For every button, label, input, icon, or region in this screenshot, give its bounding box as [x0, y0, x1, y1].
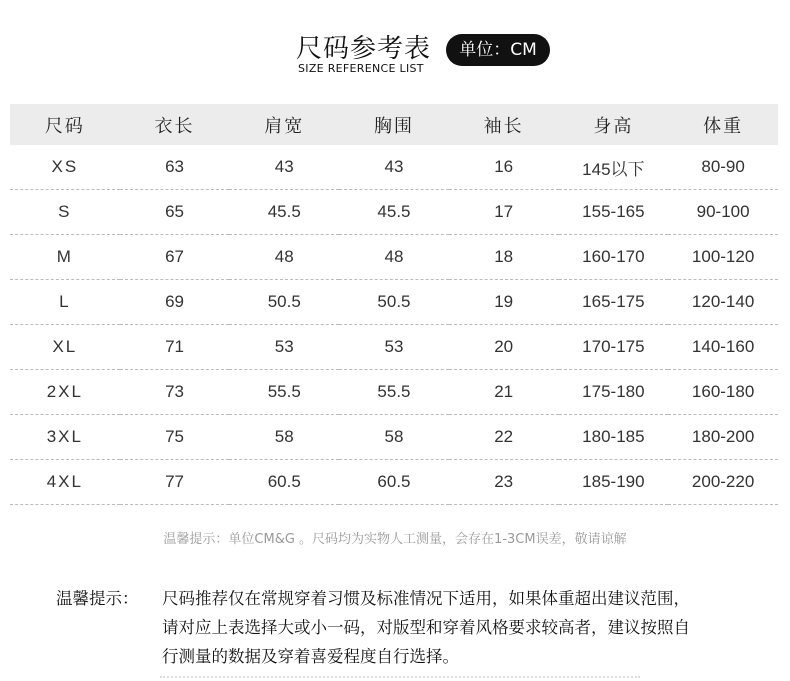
table-row — [10, 145, 778, 190]
table-cell: 48 — [339, 235, 449, 280]
table-cell: 140-160 — [668, 325, 778, 370]
column-header-weight: 体重 — [668, 104, 778, 145]
table-row — [10, 325, 778, 370]
table-cell: 58 — [339, 415, 449, 460]
table-cell: M — [10, 235, 120, 280]
table-cell: 77 — [120, 460, 230, 505]
table-cell: 3XL — [10, 415, 120, 460]
table-cell: 23 — [449, 460, 559, 505]
table-cell: 21 — [449, 370, 559, 415]
table-cell: 63 — [120, 145, 230, 190]
table-cell: 75 — [120, 415, 230, 460]
page-subtitle: SIZE REFERENCE LIST — [298, 62, 424, 75]
table-cell: XL — [10, 325, 120, 370]
table-cell: 175-180 — [559, 370, 669, 415]
table-row — [10, 370, 778, 415]
table-cell: 53 — [229, 325, 339, 370]
header — [0, 22, 790, 82]
table-cell: 160-170 — [559, 235, 669, 280]
table-cell: XS — [10, 145, 120, 190]
table-row — [10, 190, 778, 235]
table-cell: 50.5 — [229, 280, 339, 325]
table-cell: 170-175 — [559, 325, 669, 370]
table-cell: 55.5 — [229, 370, 339, 415]
table-cell: 58 — [229, 415, 339, 460]
table-cell: 200-220 — [668, 460, 778, 505]
table-cell: 45.5 — [229, 190, 339, 235]
table-cell: 155-165 — [559, 190, 669, 235]
measurement-note: 温馨提示：单位CM&G 。尺码均为实物人工测量，会存在1-3CM误差，敬请谅解 — [163, 532, 627, 547]
table-cell: 145以下 — [559, 145, 669, 190]
table-cell: 90-100 — [668, 190, 778, 235]
table-cell: 69 — [120, 280, 230, 325]
table-cell: 17 — [449, 190, 559, 235]
unit-badge: 单位：CM — [446, 34, 550, 66]
table-cell: 73 — [120, 370, 230, 415]
table-cell: L — [10, 280, 120, 325]
table-cell: 60.5 — [339, 460, 449, 505]
table-cell: 80-90 — [668, 145, 778, 190]
table-cell: 43 — [339, 145, 449, 190]
table-cell: 45.5 — [339, 190, 449, 235]
table-header-row — [10, 104, 778, 145]
table-row — [10, 235, 778, 280]
table-row — [10, 415, 778, 460]
column-header-size: 尺码 — [10, 104, 120, 145]
table-cell: 48 — [229, 235, 339, 280]
table-cell: 2XL — [10, 370, 120, 415]
column-header-shoulder: 肩宽 — [229, 104, 339, 145]
table-cell: 160-180 — [668, 370, 778, 415]
table-cell: 55.5 — [339, 370, 449, 415]
table-cell: 19 — [449, 280, 559, 325]
table-cell: 4XL — [10, 460, 120, 505]
table-cell: 180-200 — [668, 415, 778, 460]
table-cell: 43 — [229, 145, 339, 190]
table-cell: 67 — [120, 235, 230, 280]
table-cell: 185-190 — [559, 460, 669, 505]
table-cell: S — [10, 190, 120, 235]
table-cell: 71 — [120, 325, 230, 370]
table-row — [10, 280, 778, 325]
cut-off-divider — [160, 676, 640, 681]
table-cell: 165-175 — [559, 280, 669, 325]
table-cell: 65 — [120, 190, 230, 235]
tip-text: 尺码推荐仅在常规穿着习惯及标准情况下适用，如果体重超出建议范围，请对应上表选择大或小一码，对版型和穿着风格要求较高者，建议按照自行测量的数据及穿着喜爱程度自行选择。 — [162, 589, 690, 666]
table-row — [10, 460, 778, 505]
table-cell: 18 — [449, 235, 559, 280]
table-cell: 53 — [339, 325, 449, 370]
table-cell: 22 — [449, 415, 559, 460]
table-cell: 16 — [449, 145, 559, 190]
column-header-chest: 胸围 — [339, 104, 449, 145]
size-table — [10, 104, 778, 505]
table-cell: 180-185 — [559, 415, 669, 460]
page-title: 尺码参考表 — [296, 34, 432, 64]
table-cell: 20 — [449, 325, 559, 370]
column-header-length: 衣长 — [120, 104, 230, 145]
tip-label: 温馨提示： — [56, 589, 139, 608]
table-cell: 60.5 — [229, 460, 339, 505]
table-cell: 100-120 — [668, 235, 778, 280]
column-header-sleeve: 袖长 — [449, 104, 559, 145]
table-cell: 50.5 — [339, 280, 449, 325]
column-header-height: 身高 — [559, 104, 669, 145]
table-cell: 120-140 — [668, 280, 778, 325]
